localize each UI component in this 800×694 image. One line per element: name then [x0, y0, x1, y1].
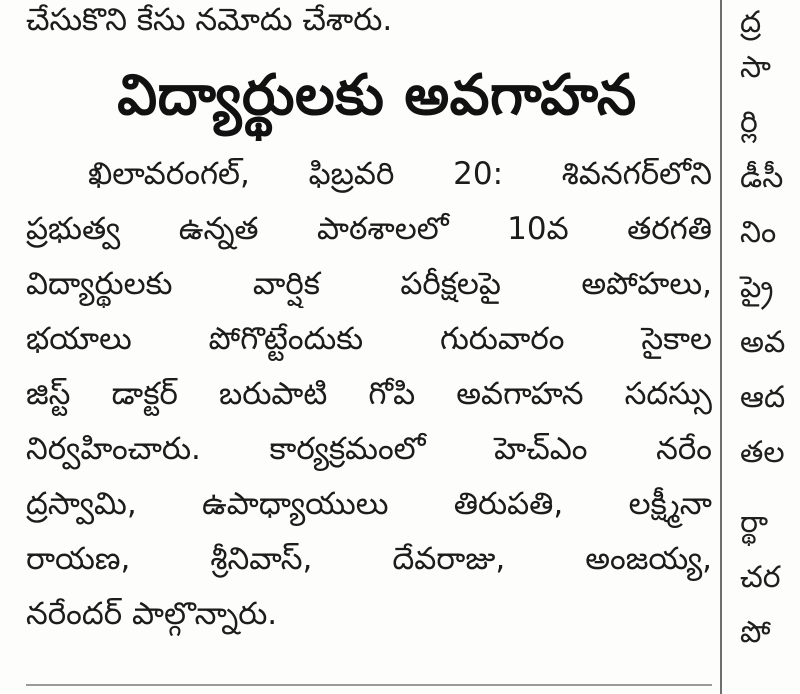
article-body-line: విద్యార్థులకు వార్షిక పరీక్షలపై అపోహలు,: [26, 266, 712, 302]
adjacent-text-fragment: చర: [740, 560, 781, 595]
bottom-divider: [26, 684, 712, 686]
article-body-line: భయాలు పోగొట్టేందుకు గురువారం సైకాల: [26, 321, 712, 357]
article-body-line: నరేందర్ పాల్గొన్నారు.: [26, 596, 278, 632]
article-body-line: జిస్ట్ డాక్టర్ బరుపాటి గోపి అవగాహన సదస్సు: [26, 376, 712, 412]
article-headline: విద్యార్థులకు అవగాహన: [117, 63, 637, 128]
adjacent-text-fragment: డీసీ: [740, 160, 784, 195]
adjacent-text-fragment: ర్థా: [740, 505, 769, 540]
adjacent-text-fragment: ద్ర: [740, 5, 762, 40]
adjacent-text-fragment: ఆద: [740, 380, 786, 415]
adjacent-text-fragment: నిం: [740, 215, 777, 250]
adjacent-text-fragment: సా: [740, 50, 771, 85]
adjacent-article-column: [732, 0, 800, 694]
adjacent-text-fragment: ర్లి: [740, 105, 758, 140]
adjacent-text-fragment: ప్రై: [740, 270, 774, 305]
article-body-line: ఖిలావరంగల్, ఫిబ్రవరి 20: శివనగర్‌లోని: [88, 156, 712, 192]
adjacent-text-fragment: తల: [740, 435, 785, 470]
article-body-line: నిర్వహించారు. కార్యక్రమంలో హెచ్‌ఎం నరేం: [26, 431, 712, 467]
article-body-line: ద్రస్వామి, ఉపాధ్యాయులు తిరుపతి, లక్ష్మీనా: [26, 486, 712, 522]
previous-article-last-line: చేసుకొని కేసు నమోదు చేశారు.: [26, 2, 393, 38]
article-body-line: ప్రభుత్వ ఉన్నత పాఠశాలలో 10వ తరగతి: [26, 211, 712, 247]
column-divider: [720, 0, 722, 694]
adjacent-text-fragment: అవ: [740, 325, 786, 360]
adjacent-text-fragment: పో: [740, 615, 771, 650]
article-body-line: రాయణ, శ్రీనివాస్, దేవరాజు, అంజయ్య,: [26, 541, 712, 577]
